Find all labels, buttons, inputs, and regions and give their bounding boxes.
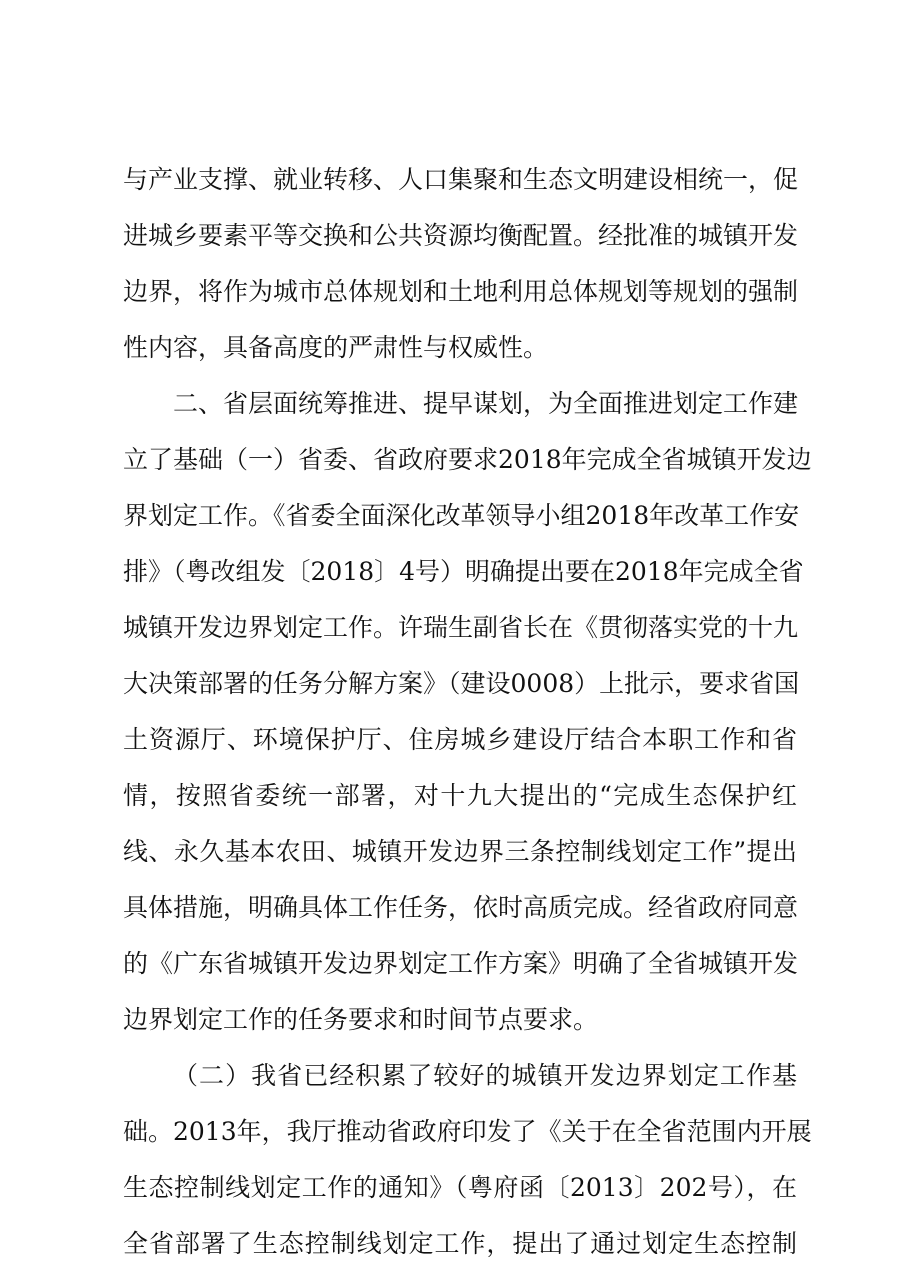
paragraph-first-line: （二）我省已经积累了较好的城镇开发边界划定工作基 [173, 1061, 797, 1090]
text-line: 界划定工作。《省委全面深化改革领导小组2018年改革工作安 [123, 501, 800, 530]
text-line: 具体措施，明确具体工作任务，依时高质完成。经省政府同意 [123, 893, 799, 922]
text-line: 情，按照省委统一部署，对十九大提出的“完成生态保护红 [123, 781, 797, 810]
text-line: 进城乡要素平等交换和公共资源均衡配置。经批准的城镇开发 [123, 221, 799, 250]
text-line: 立了基础（一）省委、省政府要求2018年完成全省城镇开发边 [123, 445, 812, 474]
text-line: 与产业支撑、就业转移、人口集聚和生态文明建设相统一，促 [123, 165, 799, 194]
text-line: 的《广东省城镇开发边界划定工作方案》明确了全省城镇开发 [123, 949, 799, 978]
text-line: 边界，将作为城市总体规划和土地利用总体规划等规划的强制 [123, 277, 799, 306]
paragraph-first-line: 二、省层面统筹推进、提早谋划，为全面推进划定工作建 [173, 389, 799, 418]
text-line: 生态控制线划定工作的通知》（粤府函〔2013〕202号），在 [123, 1173, 797, 1202]
text-line: 城镇开发边界划定工作。许瑞生副省长在《贯彻落实党的十九 [123, 613, 799, 642]
text-line: 全省部署了生态控制线划定工作，提出了通过划定生态控制 [123, 1229, 797, 1258]
text-line: 排》（粤改组发〔2018〕4号）明确提出要在2018年完成全省 [123, 557, 804, 586]
text-line: 性内容，具备高度的严肃性与权威性。 [123, 333, 549, 362]
text-line: 大决策部署的任务分解方案》（建设0008）上批示，要求省国 [123, 669, 800, 698]
text-line: 础。2013年，我厅推动省政府印发了《关于在全省范围内开展 [123, 1117, 812, 1146]
text-line: 边界划定工作的任务要求和时间节点要求。 [123, 1005, 599, 1034]
text-line: 土资源厅、环境保护厅、住房城乡建设厅结合本职工作和省 [123, 725, 797, 754]
text-line: 线、永久基本农田、城镇开发边界三条控制线划定工作”提出 [123, 837, 797, 866]
